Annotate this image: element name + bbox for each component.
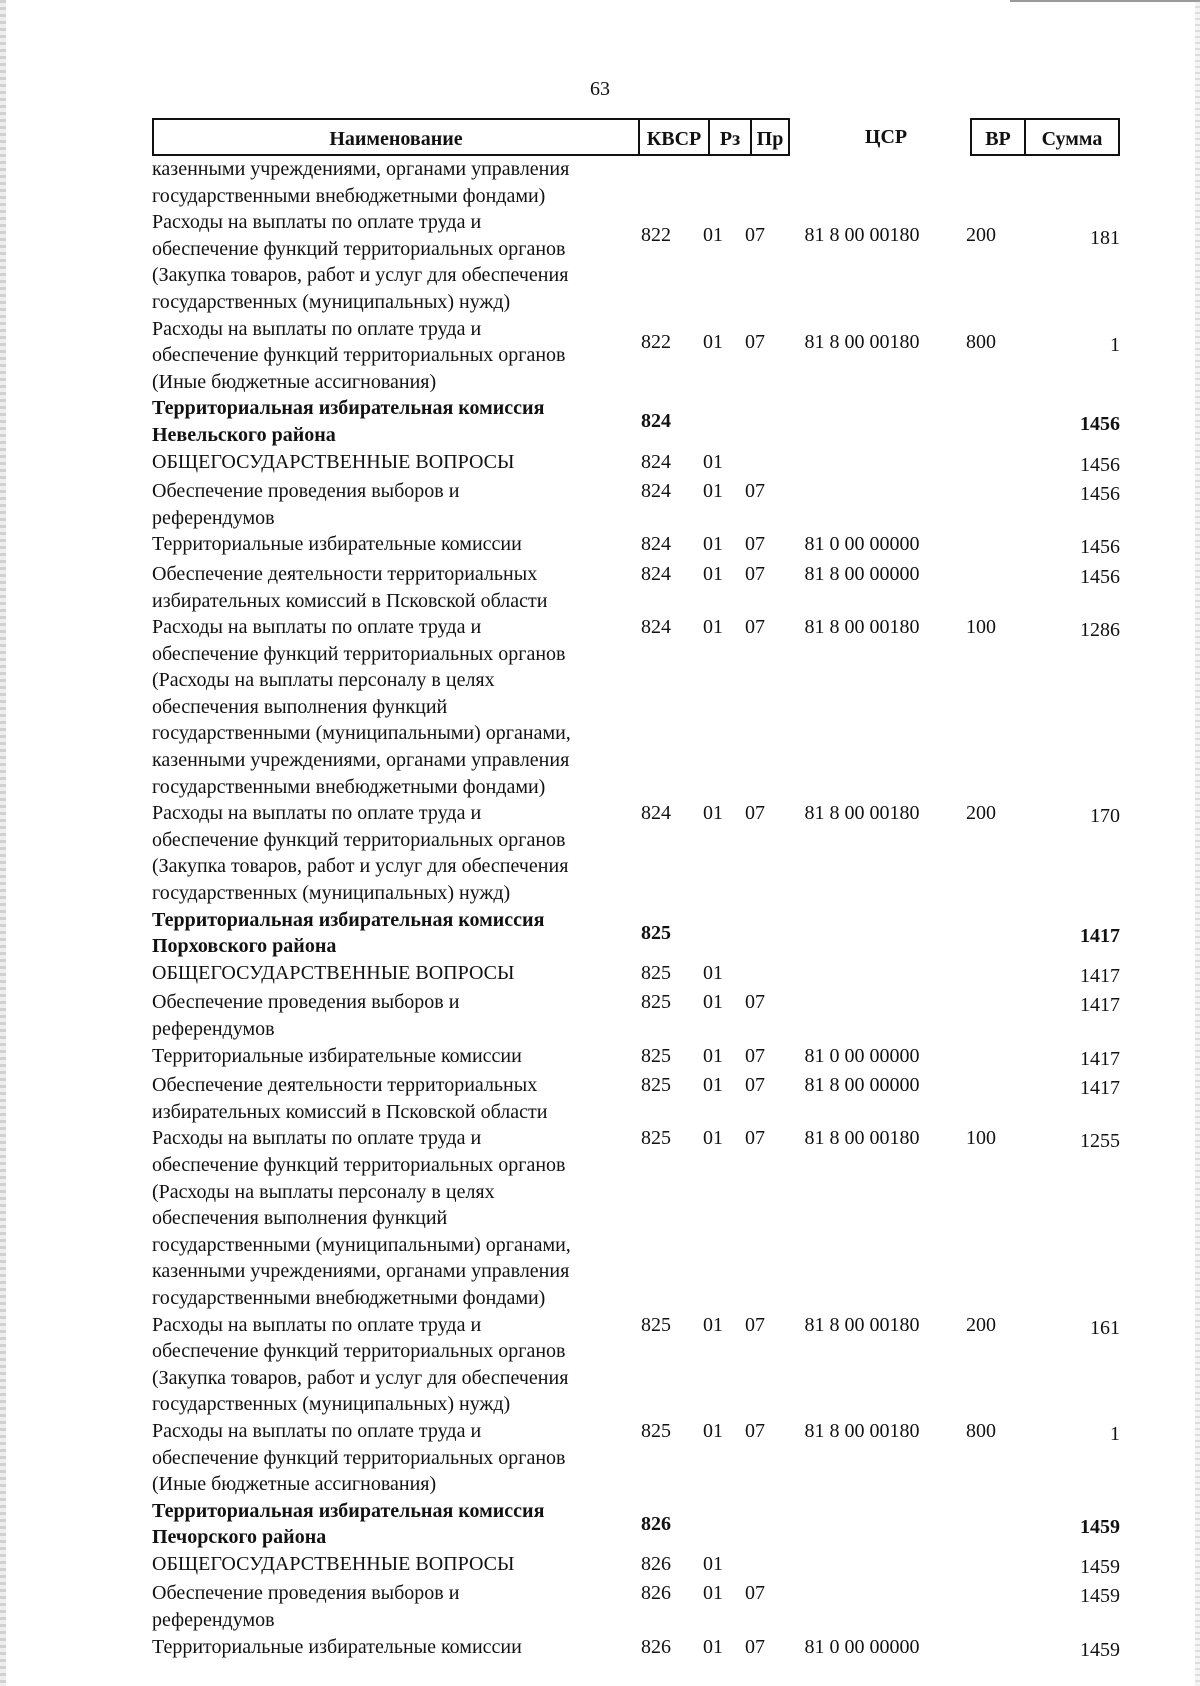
name-line: обеспечение функций территориальных органов [152, 344, 566, 367]
cell-name [152, 800, 622, 906]
cell-vr [950, 1498, 1012, 1511]
table-body [152, 156, 1120, 1663]
cell-name [152, 1551, 622, 1578]
name-line: Территориальная избирательная комиссия [152, 908, 545, 931]
cell-csr: 81 0 00 00000 [804, 1044, 920, 1067]
table-row [152, 907, 1120, 960]
table-row [152, 1072, 1120, 1125]
cell-kvsr: 824 [641, 533, 671, 556]
table-row [152, 478, 1120, 531]
name-line: Расходы на выплаты по оплате труда и [152, 317, 482, 340]
name-line: Территориальные избирательные комиссии [152, 1635, 522, 1658]
cell-sum: 181 [1090, 227, 1120, 250]
cell-rz: 01 [703, 991, 723, 1014]
cell-csr: 81 8 00 00180 [804, 1127, 920, 1150]
name-line: (Иные бюджетные ассигнования) [152, 1473, 437, 1496]
cell-rz: 01 [703, 802, 723, 825]
cell-pr [736, 1498, 774, 1511]
cell-pr: 07 [745, 330, 765, 353]
cell-csr: 81 8 00 00180 [804, 1313, 920, 1336]
cell-csr: 81 8 00 00000 [804, 562, 920, 585]
cell-name [152, 907, 622, 960]
cell-kvsr: 825 [641, 961, 671, 984]
table-row [152, 1498, 1120, 1551]
header-pr: Пр [750, 118, 790, 156]
cell-vr [950, 907, 1012, 920]
cell-vr: 200 [966, 1313, 996, 1336]
name-line: обеспечение функций территориальных органов [152, 1340, 566, 1363]
name-line: Территориальные избирательные комиссии [152, 533, 522, 556]
cell-csr [774, 395, 950, 408]
cell-kvsr: 825 [641, 1044, 671, 1067]
cell-rz: 01 [703, 533, 723, 556]
name-line: избирательных комиссий в Псковской области [152, 589, 548, 612]
cell-pr: 07 [745, 480, 765, 503]
name-line: ОБЩЕГОСУДАРСТВЕННЫЕ ВОПРОСЫ [152, 961, 515, 984]
table-row [152, 989, 1120, 1042]
cell-name [152, 478, 622, 531]
cell-vr: 100 [966, 1127, 996, 1150]
cell-csr: 81 8 00 00180 [804, 802, 920, 825]
cell-kvsr: 824 [641, 480, 671, 503]
page-number: 63 [590, 78, 610, 100]
cell-sum: 1456 [1080, 453, 1120, 476]
cell-kvsr: 826 [641, 1512, 671, 1535]
name-line: Обеспечение проведения выборов и [152, 480, 460, 503]
cell-sum: 1417 [1080, 994, 1120, 1017]
cell-pr: 07 [745, 802, 765, 825]
cell-csr: 81 8 00 00180 [804, 1419, 920, 1442]
header-sum: Сумма [1024, 118, 1120, 156]
cell-rz: 01 [703, 616, 723, 639]
name-line: казенными учреждениями, органами управления [152, 749, 570, 772]
name-line: Обеспечение деятельности территориальных [152, 562, 538, 585]
name-line: (Закупка товаров, работ и услуг для обеспечения [152, 1366, 569, 1389]
cell-kvsr: 825 [641, 1074, 671, 1097]
scan-edge-left [0, 0, 6, 1686]
cell-rz [690, 907, 736, 920]
cell-kvsr: 824 [641, 410, 671, 433]
cell-csr: 81 8 00 00180 [804, 616, 920, 639]
cell-sum: 1456 [1080, 536, 1120, 559]
header-rz: Рз [708, 118, 752, 156]
name-line: Расходы на выплаты по оплате труда и [152, 1127, 482, 1150]
name-line: ОБЩЕГОСУДАРСТВЕННЫЕ ВОПРОСЫ [152, 1552, 515, 1575]
name-line: (Иные бюджетные ассигнования) [152, 370, 437, 393]
name-line: (Закупка товаров, работ и услуг для обеспечения [152, 264, 569, 287]
cell-sum: 1417 [1080, 964, 1120, 987]
name-line: государственными (муниципальными) органами, [152, 1233, 571, 1256]
table-row [152, 1312, 1120, 1418]
cell-kvsr: 822 [641, 330, 671, 353]
table-row [152, 561, 1120, 614]
cell-pr: 07 [745, 616, 765, 639]
cell-csr: 81 0 00 00000 [804, 533, 920, 556]
cell-pr: 07 [745, 991, 765, 1014]
cell-kvsr: 826 [641, 1552, 671, 1575]
cell-kvsr: 826 [641, 1635, 671, 1658]
cell-pr: 07 [745, 1635, 765, 1658]
cell-name [152, 1498, 622, 1551]
cell-name [152, 449, 622, 476]
name-line: государственными внебюджетными фондами) [152, 1286, 546, 1309]
name-line: обеспечение функций территориальных органов [152, 1446, 566, 1469]
cell-rz: 01 [703, 1552, 723, 1575]
table-row [152, 1634, 1120, 1664]
cell-sum: 1 [1110, 333, 1120, 356]
cell-sum: 1417 [1080, 1077, 1120, 1100]
cell-name [152, 1072, 622, 1125]
cell-name [152, 395, 622, 448]
cell-name [152, 156, 622, 209]
scan-edge-right [1195, 0, 1200, 1686]
cell-kvsr: 824 [641, 616, 671, 639]
name-line: референдумов [152, 506, 275, 529]
cell-sum: 1459 [1080, 1638, 1120, 1661]
header-vr: ВР [970, 118, 1026, 156]
cell-csr: 81 0 00 00000 [804, 1635, 920, 1658]
cell-sum: 1456 [1080, 565, 1120, 588]
name-line: Территориальные избирательные комиссии [152, 1044, 522, 1067]
cell-csr [774, 1498, 950, 1511]
name-line: казенными учреждениями, органами управления [152, 1260, 570, 1283]
table-row [152, 1551, 1120, 1581]
cell-rz: 01 [703, 330, 723, 353]
name-line: (Расходы на выплаты персоналу в целях [152, 1180, 495, 1203]
cell-rz: 01 [703, 1127, 723, 1150]
cell-sum: 1255 [1080, 1130, 1120, 1153]
cell-rz: 01 [703, 562, 723, 585]
name-line: избирательных комиссий в Псковской области [152, 1100, 548, 1123]
name-line: государственных (муниципальных) нужд) [152, 290, 511, 313]
cell-csr: 81 8 00 00180 [804, 224, 920, 247]
cell-sum: 161 [1090, 1316, 1120, 1339]
name-line: Порховского района [152, 935, 337, 958]
name-line: Территориальная избирательная комиссия [152, 1499, 545, 1522]
cell-name [152, 960, 622, 987]
cell-csr: 81 8 00 00000 [804, 1074, 920, 1097]
cell-name [152, 561, 622, 614]
name-line: государственными внебюджетными фондами) [152, 775, 546, 798]
name-line: Расходы на выплаты по оплате труда и [152, 616, 482, 639]
table-row [152, 395, 1120, 448]
cell-rz: 01 [703, 1044, 723, 1067]
header-kvsr: КВСР [638, 118, 710, 156]
cell-kvsr: 825 [641, 1419, 671, 1442]
cell-sum: 1459 [1080, 1515, 1120, 1538]
table-row [152, 614, 1120, 800]
cell-kvsr: 824 [641, 562, 671, 585]
cell-pr: 07 [745, 1419, 765, 1442]
name-line: Обеспечение проведения выборов и [152, 991, 460, 1014]
scan-top-line [1010, 0, 1200, 2]
name-line: казенными учреждениями, органами управления [152, 158, 570, 180]
table-header [152, 118, 1120, 158]
cell-vr: 800 [966, 1419, 996, 1442]
name-line: Территориальная избирательная комиссия [152, 397, 545, 420]
name-line: обеспечение функций территориальных органов [152, 237, 566, 260]
name-line: референдумов [152, 1018, 275, 1040]
cell-kvsr: 826 [641, 1582, 671, 1605]
name-line: Расходы на выплаты по оплате труда и [152, 802, 482, 825]
cell-pr: 07 [745, 1127, 765, 1150]
cell-name [152, 209, 622, 315]
cell-sum: 1459 [1080, 1555, 1120, 1578]
cell-kvsr: 822 [641, 224, 671, 247]
name-line: обеспечения выполнения функций [152, 695, 448, 718]
table-row [152, 156, 1120, 209]
cell-name [152, 1580, 622, 1633]
cell-pr [736, 395, 774, 408]
cell-rz: 01 [703, 224, 723, 247]
name-line: государственных (муниципальных) нужд) [152, 882, 511, 905]
cell-pr: 07 [745, 1074, 765, 1097]
cell-pr: 07 [745, 224, 765, 247]
cell-pr [736, 907, 774, 920]
header-name: Наименование [152, 118, 640, 156]
cell-name [152, 614, 622, 800]
cell-pr: 07 [745, 562, 765, 585]
cell-kvsr: 824 [641, 450, 671, 473]
cell-sum: 170 [1090, 805, 1120, 828]
cell-pr: 07 [745, 1044, 765, 1067]
table-row [152, 209, 1120, 315]
cell-vr: 800 [966, 330, 996, 353]
cell-pr: 07 [745, 1582, 765, 1605]
name-line: обеспечения выполнения функций [152, 1207, 448, 1230]
name-line: ОБЩЕГОСУДАРСТВЕННЫЕ ВОПРОСЫ [152, 450, 515, 473]
cell-sum: 1456 [1080, 483, 1120, 506]
table-row [152, 449, 1120, 479]
cell-kvsr: 825 [641, 991, 671, 1014]
cell-rz: 01 [703, 1313, 723, 1336]
cell-vr: 200 [966, 224, 996, 247]
cell-sum: 1 [1110, 1422, 1120, 1445]
cell-rz: 01 [703, 1635, 723, 1658]
cell-vr [950, 395, 1012, 408]
table-row [152, 1580, 1120, 1633]
name-line: Расходы на выплаты по оплате труда и [152, 211, 482, 234]
name-line: обеспечение функций территориальных органов [152, 642, 566, 665]
table-row [152, 531, 1120, 561]
cell-name [152, 989, 622, 1042]
name-line: Печорского района [152, 1526, 327, 1549]
cell-kvsr: 825 [641, 1127, 671, 1150]
table-row [152, 960, 1120, 990]
cell-rz: 01 [703, 1419, 723, 1442]
cell-rz: 01 [703, 450, 723, 473]
table-row [152, 316, 1120, 396]
cell-pr: 07 [745, 533, 765, 556]
table-row [152, 800, 1120, 906]
name-line: референдумов [152, 1609, 275, 1632]
table-row [152, 1418, 1120, 1498]
name-line: Расходы на выплаты по оплате труда и [152, 1419, 482, 1442]
name-line: Невельского района [152, 423, 336, 446]
cell-sum: 1456 [1080, 413, 1120, 436]
cell-vr: 100 [966, 616, 996, 639]
name-line: государственными (муниципальными) органами, [152, 722, 571, 745]
cell-rz [690, 395, 736, 408]
cell-kvsr: 825 [641, 921, 671, 944]
cell-pr: 07 [745, 1313, 765, 1336]
cell-name [152, 531, 622, 558]
cell-csr [774, 907, 950, 920]
cell-sum: 1286 [1080, 619, 1120, 642]
header-csr: ЦСР [864, 126, 908, 148]
cell-name [152, 316, 622, 396]
cell-name [152, 1418, 622, 1498]
cell-name [152, 1125, 622, 1311]
cell-rz: 01 [703, 480, 723, 503]
cell-rz [690, 1498, 736, 1511]
cell-sum: 1417 [1080, 924, 1120, 947]
cell-name [152, 1043, 622, 1070]
table-row [152, 1125, 1120, 1311]
cell-rz: 01 [703, 961, 723, 984]
name-line: Обеспечение деятельности территориальных [152, 1074, 538, 1097]
name-line: Обеспечение проведения выборов и [152, 1582, 460, 1605]
name-line: государственных (муниципальных) нужд) [152, 1393, 511, 1416]
cell-rz: 01 [703, 1074, 723, 1097]
cell-vr: 200 [966, 802, 996, 825]
name-line: обеспечение функций территориальных органов [152, 1153, 566, 1176]
cell-sum: 1459 [1080, 1585, 1120, 1608]
table-row [152, 1043, 1120, 1073]
cell-name [152, 1312, 622, 1418]
name-line: обеспечение функций территориальных органов [152, 828, 566, 851]
cell-kvsr: 824 [641, 802, 671, 825]
name-line: Расходы на выплаты по оплате труда и [152, 1313, 482, 1336]
cell-sum: 1417 [1080, 1047, 1120, 1070]
cell-kvsr: 825 [641, 1313, 671, 1336]
name-line: (Закупка товаров, работ и услуг для обеспечения [152, 855, 569, 878]
cell-name [152, 1634, 622, 1661]
name-line: (Расходы на выплаты персоналу в целях [152, 669, 495, 692]
cell-rz: 01 [703, 1582, 723, 1605]
name-line: государственными внебюджетными фондами) [152, 184, 546, 207]
cell-csr: 81 8 00 00180 [804, 330, 920, 353]
